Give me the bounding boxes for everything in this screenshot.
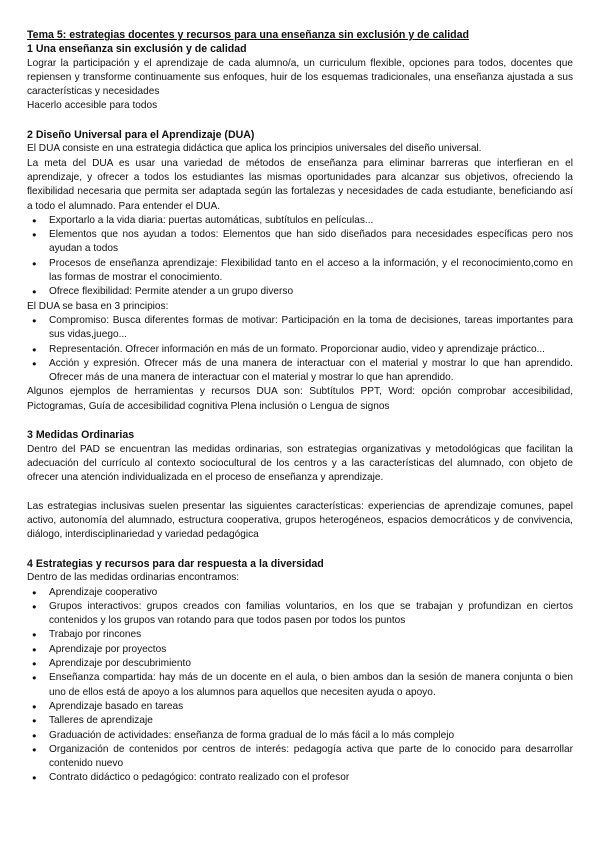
section-3-paragraph: Las estrategias inclusivas suelen presentar las siguientes características: experiencias de aprendizaje comunes, papel activo, autonomía del alumnado, estructura cooperativa, grupos heterogéneos, espacios democráticos y de convivencia, diálogo, interdisciplinariedad y variedad pedagógica bbox=[27, 500, 573, 541]
section-3-paragraph: Dentro del PAD se encuentran las medidas ordinarias, son estrategias organizativas y metodológicas que facilitan la adecuación del currículo al contexto sociocultural de los centros y a las características del alumnado, con objeto de ofrecer una atención individualizada en el proceso de enseñanza y aprendizaje. bbox=[27, 443, 573, 484]
document-title: Tema 5: estrategias docentes y recursos para una enseñanza sin exclusión y de calidad bbox=[27, 29, 469, 41]
list-item: ● Contrato didáctico o pedagógico: contrato realizado con el profesor bbox=[27, 771, 573, 785]
list-item: ● Representación. Ofrecer información en más de un formato. Proporcionar audio, video y aprendizaje práctico... bbox=[27, 343, 573, 357]
section-1-paragraph: Hacerlo accesible para todos bbox=[27, 100, 158, 112]
section-4-heading: 4 Estrategias y recursos para dar respuesta a la diversidad bbox=[27, 557, 324, 570]
list-item: ● Organización de contenidos por centros de interés: pedagogía activa que parte de lo conocido para desarrollar contenido nuevo bbox=[27, 743, 573, 772]
list-item: ● Elementos que nos ayudan a todos: Elementos que han sido diseñados para necesidades específicas pero nos ayudan a todos bbox=[27, 228, 573, 257]
section-2-paragraph: La meta del DUA es usar una variedad de métodos de enseñanza para eliminar barreras que interfieran en el aprendizaje, y ofrecer a todos los estudiantes las mismas oportunidades para alcanzar sus objetivos, ofreciendo la flexibilidad necesaria que permita ser adaptada según las fortalezas y necesidades de cada estudiante, beneficiando así a todo el alumnado. Para entender el DUA. bbox=[27, 157, 573, 212]
document-page bbox=[27, 28, 573, 786]
list-item: ● Aprendizaje cooperativo bbox=[27, 586, 573, 600]
section-2-heading: 2 Diseño Universal para el Aprendizaje (DUA) bbox=[27, 129, 255, 142]
list-item: ● Aprendizaje basado en tareas bbox=[27, 700, 573, 714]
list-item: ● Aprendizaje por descubrimiento bbox=[27, 657, 573, 671]
list-item: ● Aprendizaje por proyectos bbox=[27, 643, 573, 657]
section-1-paragraph: Lograr la participación y el aprendizaje de cada alumno/a, un curriculum flexible, opciones para todos, docentes que repiensen y transforme continuamente sus enfoques, huir de los esquemas tradicionales, una enseñanza ajustada a sus características y necesidades bbox=[27, 57, 573, 98]
spacer bbox=[27, 414, 573, 428]
list-item: ● Procesos de enseñanza aprendizaje: Flexibilidad tanto en el acceso a la información, y el reconocimiento,como en las formas de mostrar el conocimiento. bbox=[27, 257, 573, 286]
list-item: ● Ofrece flexibilidad: Permite atender a un grupo diverso bbox=[27, 285, 573, 299]
spacer bbox=[27, 486, 573, 500]
list-item: ● Graduación de actividades: enseñanza de forma gradual de lo más fácil a lo más complejo bbox=[27, 729, 573, 743]
section-2-paragraph: El DUA se basa en 3 principios: bbox=[27, 300, 169, 312]
section-1-heading: 1 Una enseñanza sin exclusión y de calidad bbox=[27, 43, 247, 56]
dua-principles-list bbox=[27, 314, 573, 385]
dua-features-list bbox=[27, 214, 573, 300]
list-item: ● Acción y expresión. Ofrecer más de una manera de interactuar con el material y mostrar lo que han aprendido. Ofrecer más de una manera de interactuar con el material y mostrar lo que han aprendido. bbox=[27, 357, 573, 386]
list-item: ● Talleres de aprendizaje bbox=[27, 714, 573, 728]
section-2-paragraph: Algunos ejemplos de herramientas y recursos DUA son: Subtítulos PPT, Word: opción comprobar accesibilidad, Pictogramas, Guía de accesibilidad cognitiva Plena inclusión o Lengua de signos bbox=[27, 386, 573, 412]
section-4-paragraph: Dentro de las medidas ordinarias encontramos: bbox=[27, 572, 240, 584]
list-item: ● Compromiso: Busca diferentes formas de motivar: Participación en la toma de decisiones, tareas importantes para sus vidas,juego... bbox=[27, 314, 573, 343]
list-item: ● Enseñanza compartida: hay más de un docente en el aula, o bien ambos dan la sesión de manera conjunta o bien uno de ellos está de apoyo a los alumnos para aquellos que necesiten ayuda o apoyo. bbox=[27, 671, 573, 700]
section-2-paragraph: El DUA consiste en una estrategia didáctica que aplica los principios universales del diseño universal. bbox=[27, 143, 482, 155]
diversity-strategies-list bbox=[27, 586, 573, 786]
list-item: ● Exportarlo a la vida diaria: puertas automáticas, subtítulos en películas... bbox=[27, 214, 573, 228]
section-3-heading: 3 Medidas Ordinarias bbox=[27, 429, 135, 442]
list-item: ● Trabajo por rincones bbox=[27, 628, 573, 642]
spacer bbox=[27, 543, 573, 557]
spacer bbox=[27, 114, 573, 128]
list-item: ● Grupos interactivos: grupos creados con familias voluntarios, en los que se trabajan y profundizan en ciertos contenidos y los grupos van rotando para que todos pasen por todos los puntos bbox=[27, 600, 573, 629]
